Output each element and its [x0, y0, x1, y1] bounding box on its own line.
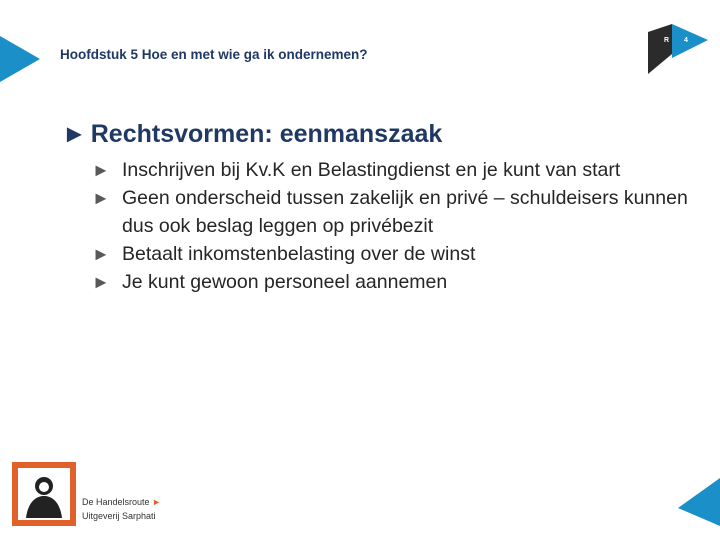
page-letter: R	[664, 37, 670, 44]
chapter-title: Hoofdstuk 5 Hoe en met wie ga ik ondernemen?	[60, 47, 368, 62]
bullet-item	[92, 184, 692, 240]
portrait-icon	[12, 462, 76, 526]
bullet-item	[92, 156, 692, 184]
slide-heading-text: Rechtsvormen: eenmanszaak	[90, 120, 443, 148]
bullet-item	[92, 268, 692, 296]
bullet-arrow-icon: ►	[92, 160, 110, 180]
bullet-list	[92, 156, 692, 296]
heading-arrow-icon: ►	[62, 120, 87, 148]
logo-line2: Uitgeverij Sarphati	[82, 511, 156, 521]
bullet-arrow-icon: ►	[92, 244, 110, 264]
logo-line1: De Handelsroute	[82, 497, 150, 507]
corner-triangle-bottom-right	[678, 478, 720, 526]
bullet-text: Inschrijven bij Kv.K en Belastingdienst en je kunt van start	[122, 159, 621, 181]
bullet-text: Geen onderscheid tussen zakelijk en privé – schuldeisers kunnen dus ook beslag leggen op privébezit	[122, 187, 688, 237]
corner-triangle-top-left	[0, 36, 40, 82]
bullet-text: Betaalt inkomstenbelasting over de winst	[122, 243, 476, 265]
logo-arrow-icon: ►	[152, 497, 161, 507]
page-number: 4	[684, 37, 688, 44]
bullet-arrow-icon: ►	[92, 272, 110, 292]
page-indicator-graphic	[648, 24, 708, 74]
bullet-text: Je kunt gewoon personeel aannemen	[122, 271, 448, 293]
bullet-item	[92, 240, 692, 268]
slide-heading	[62, 120, 442, 149]
bullet-arrow-icon: ►	[92, 188, 110, 208]
publisher-logo	[12, 462, 180, 526]
